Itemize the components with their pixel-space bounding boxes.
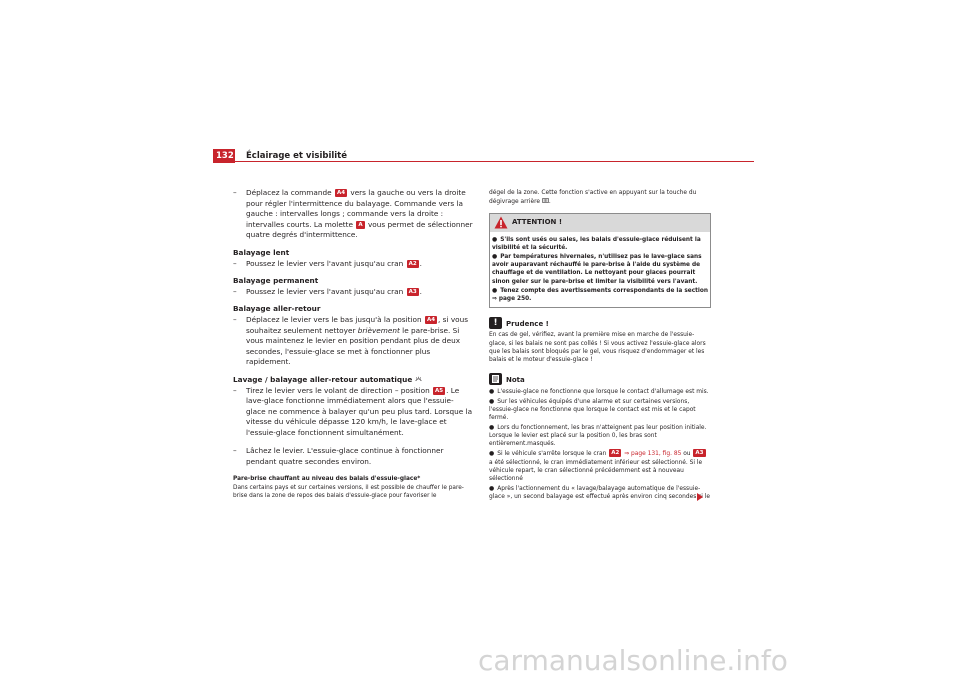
list-item: ● Par températures hivernales, n'utilisez pas le lave-glace sans avoir auparavant réchauffé le pare-brise à l'aide du système de chauffage et de ventilation. Le nettoyant pour glaces pourrait sinon geler sur le pare-brise et limiter la visibilité vers l'avant. — [492, 253, 702, 285]
section-title: Balayage aller-retour — [233, 304, 321, 314]
intro-step: – Déplacez la commande A4 vers la gauche ou vers la droite pour régler l'intermittence du balayage. Commande vers la gauche : intervalles longs ; commande vers la droite : intervalles courts. La molette A vous permet de sélectionner quatre degrés d'intermittence. — [233, 188, 473, 240]
rear-defrost-icon — [542, 197, 549, 204]
key-label: A — [358, 221, 363, 228]
key-label: A2 — [611, 450, 620, 457]
key-label: A4 — [426, 316, 436, 323]
nota-header — [489, 373, 711, 387]
continued-text: dégel de la zone. Cette fonction s'active en appuyant sur la touche du dégivrage arrière . — [489, 190, 697, 206]
note-icon — [489, 373, 502, 385]
page-link[interactable]: ⇒ page 131, fig. 85 — [624, 451, 682, 458]
list-item: ● Si le véhicule s'arrête lorsque le cran A2 ⇒ page 131, fig. 85 ou A3 a été sélectionné, le cran immédiatement inférieur est sélectionné. Si le véhicule repart, le cran sélectionné précédemment est à nouveau sélectionné — [489, 450, 704, 483]
section-title: Pare-brise chauffant au niveau des balais d'essuie-glace* — [233, 475, 421, 482]
exclamation-icon: ! — [489, 317, 502, 329]
list-item: ● L'essuie-glace ne fonctionne que lorsque le contact d'allumage est mis. — [489, 388, 709, 396]
list-item: ● Lors du fonctionnement, les bras n'atteignent pas leur position initiale. Lorsque le levier est placé sur la position 0, les bras sont entièrement.masqués. — [489, 423, 707, 448]
left-column — [233, 188, 473, 501]
lavage-step-2: – Lâchez le levier. L'essuie-glace continue à fonctionner pendant quatre secondes environ. — [233, 446, 444, 467]
prudence-text: En cas de gel, vérifiez, avant la première mise en marche de l'essuie-glace, si les balais ne sont pas collés ! Si vous activez l'essuie-glace alors que les balais sont bloqués par le gel, vous risquez d'endommager et les balais et le moteur d'essuie-glace ! — [489, 332, 706, 364]
key-label: A2 — [408, 260, 417, 267]
warning-triangle-icon — [494, 216, 508, 229]
list-item: ● S'ils sont usés ou sales, les balais d'essuie-glace réduisent la visibilité et la sécurité. — [492, 235, 701, 251]
list-item: ● Tenez compte des avertissements correspondants de la section ⇒ page 250. — [492, 286, 709, 303]
section-title: Balayage permanent — [233, 276, 319, 286]
lavage-step-1: – Tirez le levier vers le volant de direction – position A5 . Le lave-glace fonctionne immédiatement alors que l'essuie-glace ne commence à balayer qu'un peu plus tard. Lorsque la vitesse du véhicule dépasse 120 km/h, le lave-glace et l'essuie-glace fonctionnent simultanément. — [233, 385, 473, 437]
permanent-step: – Poussez le levier vers l'avant jusqu'au cran A3 . — [233, 286, 422, 296]
prudence-header — [489, 317, 711, 331]
list-item: ● Sur les véhicules équipés d'une alarme et sur certaines versions, l'essuie-glace ne fonctionne que lorsque le contact est mis et le capot fermé. — [489, 397, 696, 422]
prudence-title: Prudence ! — [506, 320, 549, 329]
aller-retour-step: – Déplacez le levier vers le bas jusqu'à la position A4 , si vous souhaitez seulement nettoyer brièvement le pare-brise. Si vous maintenez le levier en position pendant plus de deux secondes, l'essuie-glace se met à fonctionner plus rapidement. — [233, 314, 469, 367]
nota-title: Nota — [506, 376, 525, 385]
right-column — [489, 189, 711, 501]
key-label: A5 — [435, 387, 444, 394]
page-number: 132 — [216, 151, 234, 161]
attention-body — [490, 232, 710, 308]
attention-header — [490, 214, 710, 232]
key-label: A3 — [695, 450, 704, 457]
continue-arrow-icon — [697, 493, 703, 501]
chapter-title: Éclairage et visibilité — [246, 151, 348, 161]
header-rule — [235, 161, 754, 162]
attention-box — [489, 213, 711, 309]
windshield-washer-icon — [415, 376, 422, 383]
lent-step: – Poussez le levier vers l'avant jusqu'au cran A2 . — [233, 258, 422, 268]
attention-title: ATTENTION ! — [512, 217, 563, 226]
page-reference: ⇒ page 250. — [492, 296, 532, 303]
section-title: Lavage / balayage aller-retour automatique — [233, 375, 473, 386]
pare-brise-text: Dans certains pays et sur certaines versions, il est possible de chauffer le pare-brise dans la zone de repos des balais d'essuie-glace pour favoriser le — [233, 485, 464, 500]
watermark: carmanualsonline.info — [478, 644, 788, 677]
section-title: Balayage lent — [233, 247, 290, 257]
key-label: A4 — [336, 190, 346, 196]
key-label: A3 — [408, 288, 417, 295]
list-item: ● Après l'actionnement du « lavage/balayage automatique de l'essuie-glace », un second balayage est effectué après environ cinq secondes si le — [489, 484, 710, 500]
